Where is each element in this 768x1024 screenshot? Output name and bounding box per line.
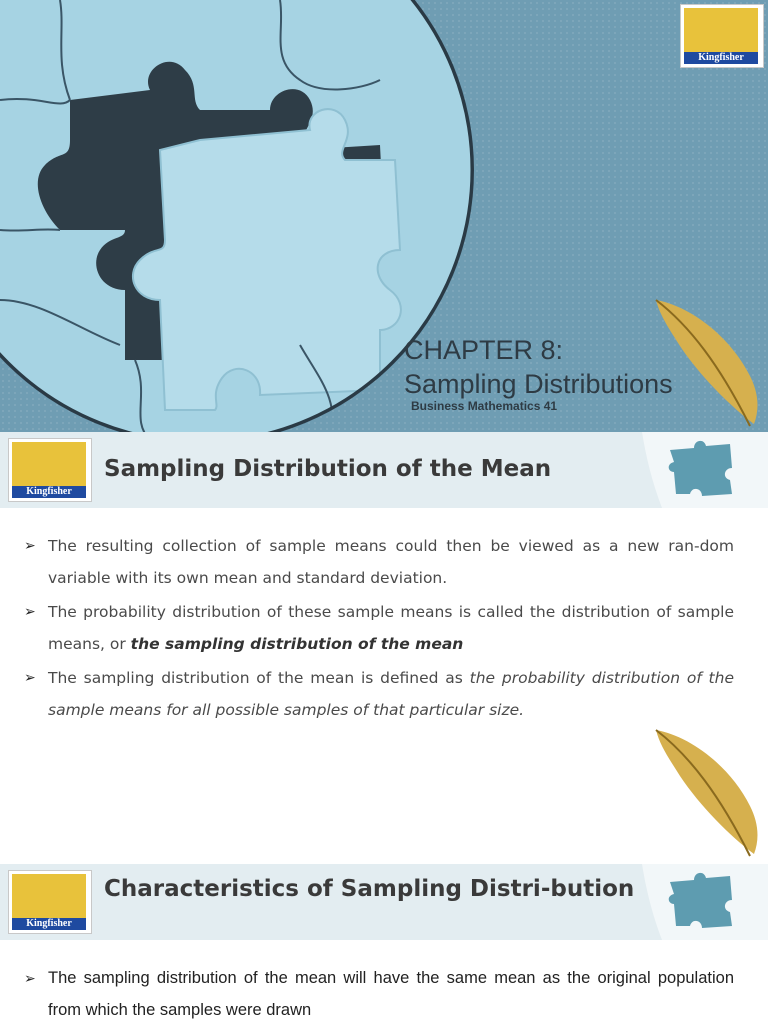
puzzle-corner-icon: [642, 432, 768, 508]
arrow-bullet-icon: ➢: [24, 670, 36, 686]
tree-emblem-icon: [12, 442, 86, 486]
slide-header: [0, 864, 768, 940]
kingfisher-logo: Kingfisher: [680, 4, 764, 68]
list-item: ➢ The probability distribution of these sample means is called the distribution of sample means, or the sampling distribution of the mean: [24, 596, 734, 660]
slide-sampling-distribution-mean: [0, 432, 768, 864]
feather-icon: [650, 726, 764, 862]
bullet-list: [24, 962, 734, 1024]
slide-title: Sampling Distribution of the Mean: [104, 456, 552, 482]
kingfisher-logo: Kingfisher: [8, 438, 92, 502]
puzzle-corner-icon: [642, 864, 768, 940]
slide-header: [0, 432, 768, 508]
list-item: ➢ The sampling distribution of the mean is defined as the probability distribution of the sample means for all possible samples of that particular size.: [24, 662, 734, 726]
arrow-bullet-icon: ➢: [24, 538, 36, 554]
slide-characteristics: [0, 864, 768, 1024]
course-name: Business Mathematics 41: [411, 399, 558, 413]
list-item: ➢ The resulting collection of sample means could then be viewed as a new ran-dom variable with its own mean and standard deviation.: [24, 530, 734, 594]
title-slide: [0, 0, 768, 432]
list-item: ➢ The sampling distribution of the mean will have the same mean as the original population from which the samples were drawn: [24, 962, 734, 1024]
chapter-number: CHAPTER 8:: [404, 335, 564, 365]
bullet-list: [24, 530, 734, 728]
slide-title: Characteristics of Sampling Distri-bution: [104, 876, 635, 902]
chapter-title: [404, 333, 764, 401]
kingfisher-logo: Kingfisher: [8, 870, 92, 934]
chapter-name: Sampling Distributions: [404, 369, 673, 399]
arrow-bullet-icon: ➢: [24, 604, 36, 620]
arrow-bullet-icon: ➢: [24, 970, 36, 986]
tree-emblem-icon: [12, 874, 86, 918]
tree-emblem-icon: [684, 8, 758, 52]
